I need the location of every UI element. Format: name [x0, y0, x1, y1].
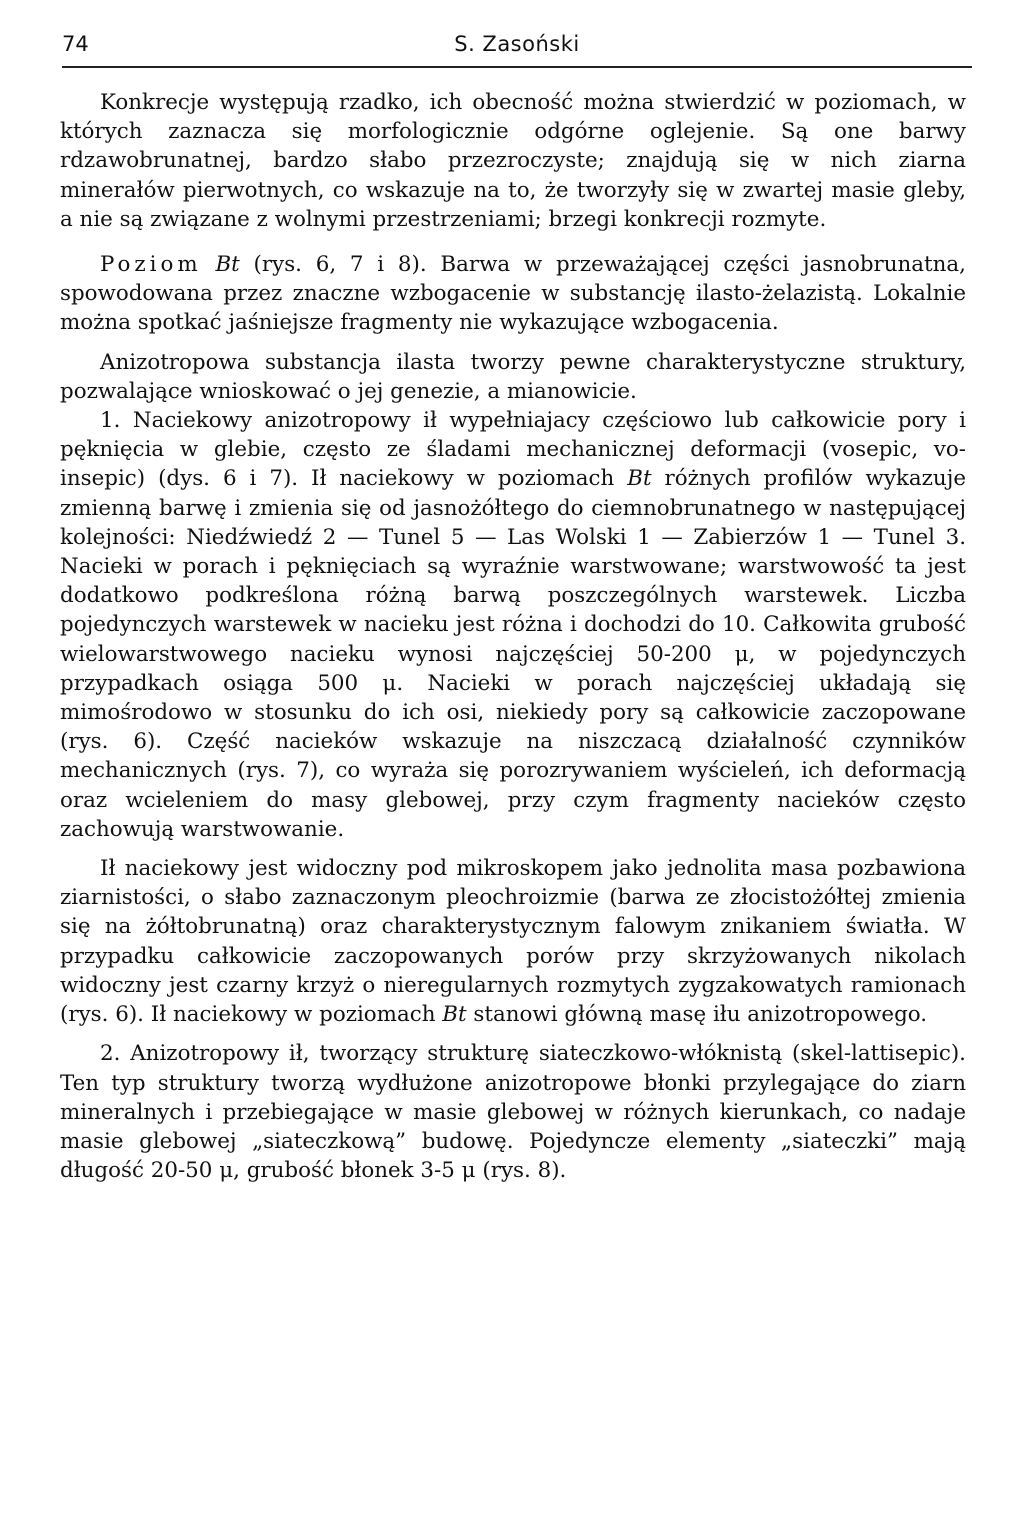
paragraph-poziom-bt [60, 250, 966, 338]
paragraph-text: (rys. 6, 7 i 8). Barwa w przeważającej części jasnobrunatna, spowodowana przez znaczne wzbogacenie w substancję ilasto-żelazistą. Lokalnie można spotkać jaśniejsze fragmenty nie wykazujące wzbogacenia. [60, 252, 966, 336]
horizon-symbol: Bt [215, 252, 240, 278]
page-number: 74 [62, 32, 89, 56]
paragraph-text: stanowi główną masę iłu anizotropowego. [466, 1002, 928, 1028]
paragraph-konkrecje [60, 88, 966, 234]
paragraph-siateczkowo [60, 1039, 966, 1185]
paragraph-text: różnych profilów wykazuje zmienną barwę i zmienia się od jasnożółtego do ciemnobrunatnego w następującej kolejności: Niedźwiedź 2 — Tunel 5 — Las Wolski 1 — Zabierzów 1 — Tunel 3. Nacieki w porach i pęknięciach są wyraźnie warstwowane; warstwowość ta jest dodatkowo podkreślona różną barwą poszczególnych warstewek. Liczba pojedynczych warstewek w nacieku jest różna i dochodzi do 10. Całkowita grubość wielowarstwowego nacieku wynosi najczęściej 50-200 μ, w pojedynczych przypadkach osiąga 500 μ. Nacieki w porach najczęściej układają się mimośrodowo w stosunku do ich osi, niekiedy pory są całkowicie zaczopowane (rys. 6). Część nacieków wskazuje na niszczacą działalność czynników mechanicznych (rys. 7), co wyraża się porozrywaniem wyścieleń, ich deformacją oraz wcieleniem do masy glebowej, przy czym fragmenty nacieków często zachowują warstwowanie. [60, 466, 966, 842]
horizon-symbol: Bt [442, 1002, 467, 1028]
paragraph-text: Konkrecje występują rzadko, ich obecność można stwierdzić w poziomach, w których zaznacza się morfologicznie odgórne oglejenie. Są one barwy rdzawobrunatnej, bardzo słabo przezroczyste; znajdują się w nich ziarna minerałów pierwotnych, co wskazuje na to, że tworzyły się w zwartej masie gleby, a nie są związane z wolnymi przestrzeniami; brzegi konkrecji rozmyte. [60, 90, 966, 232]
paragraph-text: 1. Naciekowy anizotropowy ił wypełniajacy częściowo lub całkowicie pory i pęknięcia w glebie, często ze śladami mechanicznej deformacji (vosepic, vo-insepic) (dys. 6 i 7). Ił naciekowy w poziomach [60, 408, 966, 492]
section-label: Poziom [100, 252, 202, 278]
running-head: S. Zasoński [454, 32, 580, 56]
paragraph-text: 2. Anizotropowy ił, tworzący strukturę siateczkowo-włóknistą (skel-lattisepic). Ten typ struktury tworzą wydłużone anizotropowe błonki przylegające do ziarn mineralnych i przebiegające w masie glebowej w różnych kierunkach, co nadaje masie glebowej „siateczkową” budowę. Pojedyncze elementy „siateczki” mają długość 20-50 μ, grubość błonek 3-5 μ (rys. 8). [60, 1041, 966, 1184]
paragraph-text: Anizotropowa substancja ilasta tworzy pewne charakterystyczne struktury, pozwalające wnioskować o jej genezie, a mianowicie. [60, 349, 966, 404]
paragraph-mikroskop [60, 854, 966, 1029]
paragraph-anizotropowa [60, 348, 966, 406]
paragraph-naciekowy-il [60, 406, 966, 844]
paragraph-text: Ił naciekowy jest widoczny pod mikroskopem jako jednolita masa pozbawiona ziarnistości, o słabo zaznaczonym pleochroizmie (barwa ze złocistożółtej zmienia się na żółtobrunatną) oraz charakterystycznym falowym znikaniem światła. W przypadku całkowicie zaczopowanych porów przy skrzyżowanych nikolach widoczny jest czarny krzyż o nieregularnych rozmytych zygzakowatych ramionach (rys. 6). Ił naciekowy w poziomach [60, 856, 966, 1028]
body-text [60, 88, 966, 1185]
horizon-symbol: Bt [627, 466, 652, 492]
page-header [62, 30, 972, 68]
